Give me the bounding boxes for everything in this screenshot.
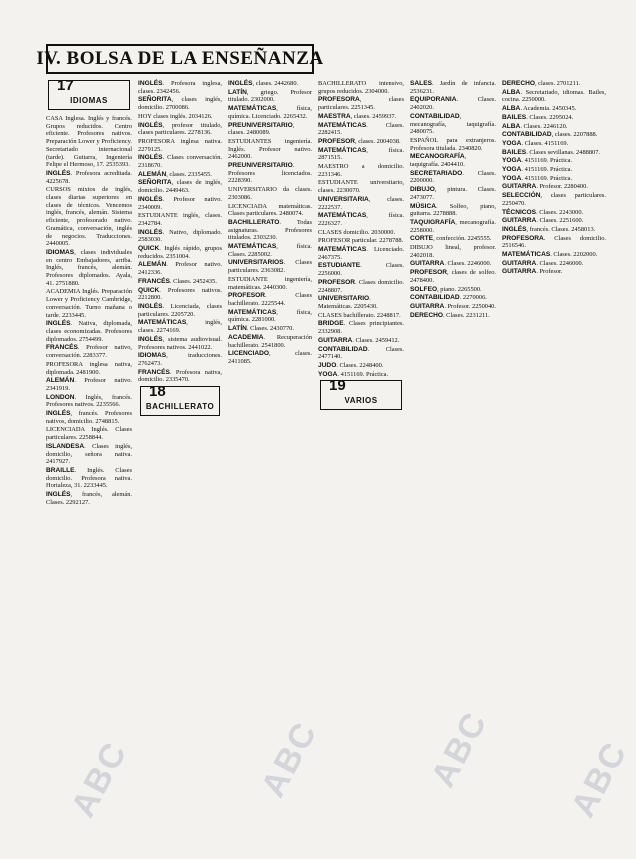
ad-list [318,80,404,378]
column-1 [46,77,132,852]
classified-ad: GUITARRA. Profesor. [502,268,563,276]
section-header-bachillerato [140,383,220,416]
classified-ad: IDIOMAS, clases individuales en centro Embajadores, arriba. Inglés, francés, alemán. Profesores diplomados. Ayala, 41. 2751880. [46,248,132,287]
classified-ad: PROFESORA inglesa nativa, diplomada. 2481900. [46,360,132,376]
classified-ad: TÉCNICOS. Clases. 2243000. [502,208,584,216]
classified-ad: YOGA. 4151169. Práctica. [502,174,573,182]
classified-ad: CONTABILIDAD. Clases. 2477140. [318,345,404,361]
classified-ad: MATEMÁTICAS, física, química. 2281000. [228,308,312,324]
classified-ad: MATEMÁTICAS. Clases. 2202000. [502,251,598,259]
classified-ad: ESTUDIANTE ingeniería, matemáticas. 2440300. [228,275,312,291]
ad-list [46,115,132,506]
classified-ad: JUDO. Clases. 2248400. [318,361,384,369]
classified-ad: INGLÉS, francés. Clases. 2458013. [502,225,596,233]
classified-ad: LATÍN. Clases. 2430770. [228,325,294,333]
section-header-idiomas [48,77,130,110]
classified-ad: PROFESOR, clases. 2004038. [318,137,401,145]
classified-ad: UNIVERSITARIO da clases. 2303086. [228,186,312,201]
classified-ad: ALBA. Clases. 2246120. [502,122,568,130]
classified-ad: MATEMÁTICAS, inglés, clases. 2274169. [138,319,222,335]
classified-ad: YOGA. 4151169. Práctica. [318,370,389,378]
section-label: IDIOMAS [70,96,108,106]
classified-ad: MATEMÁTICAS. Licenciado. 2467375. [318,246,404,261]
classified-ad: ESTUDIANTE. Clases. 2256000. [318,262,404,278]
watermark: ABC [423,705,495,794]
classified-ad: BACHILLERATO. Todas asignaturas. Profesores titulados. 2303230. [228,218,312,242]
ad-list [502,80,606,276]
classified-ad: INGLÉS. Profesora inglesa, clases. 2342456. [138,80,222,95]
classified-ad: TAQUIGRAFÍA, mecanografía. 2258000. [410,218,496,234]
classified-ad: MECANOGRAFÍA, taquigrafía. 2404410. [410,153,467,169]
watermark: ABC [253,715,325,804]
classified-ad: FRANCÉS. Clases. 2452435. [138,277,217,285]
classified-ad: INGLÉS, profesor titulado, clases particulares. 2278136. [138,121,222,137]
classified-ad: INGLÉS. Nativo, diplomado. 2583030. [138,228,222,244]
classified-ad: ALBA. Academia. 2450345. [502,105,577,113]
classified-ad: INGLÉS. Profesora acreditada. 4225678. [46,169,132,185]
ad-list [410,80,496,319]
section-number: 19 [329,377,346,395]
watermark: ABC [563,735,635,824]
classified-ad: INGLÉS. Clases conversación. 2318670. [138,154,222,170]
classified-ad: ALBA. Secretariado, idiomas. Bailes, cocina. 2250000. [502,88,606,104]
classifieds-columns [46,77,606,852]
classified-ad: ESPAÑOL para extranjeros. Profesora titulada. 2340820. [410,136,496,152]
classified-ad: GUITARRA. Clases. 2251600. [502,217,584,225]
classified-ad: BRIDGE. Clases principiantes. 2332908. [318,320,404,336]
classified-ad: SEÑORITA, clases de inglés, domicilio. 2449463. [138,179,222,195]
classified-ad: CASA Inglesa. Inglés y francés. Grupos reducidos. Centro eficiente. Profesores nativos. Preparación Lower y Proficiency. Secretariado internacional (tarde). Guitarra, Ingeniería Felipe el Hermoso, 17. 2535393. [46,115,132,169]
classified-ad: INGLÉS, clases. 2442680. [228,80,299,87]
classified-ad: PREUNIVERSITARIO. Profesores licenciados. 2228390. [228,162,312,185]
ad-list [138,80,222,384]
classified-ad: INGLÉS, francés, alemán. Clases. 2292127. [46,491,132,506]
classified-ad: CORTE, confección. 2245555. [410,235,492,243]
section-number: 17 [57,77,74,94]
column-4 [318,80,404,852]
classified-ad: INGLÉS, sistema audiovisual. Profesores nativos. 2441022. [138,335,222,351]
classified-ad: CLASES domicilio. 2030000. [318,228,396,236]
classified-ad: PROFESORA. Clases domicilio. 2516546. [502,234,606,250]
watermark: ABC [63,735,135,824]
classified-ad: INGLÉS, francés. Profesores nativos, domicilio. 2748815. [46,410,132,425]
classified-ad: YOGA. 4151169. Práctica. [502,157,573,165]
classified-ad: ALEMÁN. Profesor nativo. 2412336. [138,261,222,277]
classified-ad: SECRETARIADO. Clases. 2200000. [410,169,496,185]
classified-ad: UNIVERSITARIOS. Clases particulares. 2363082. [228,259,312,275]
classified-ad: BRAILLE. Inglés. Clases domicilio. Profesora nativa. Hortaleza, 31. 2233445. [46,466,132,490]
classified-ad: DERECHO. Clases. 2231211. [410,311,490,319]
classified-ad: EQUIPORANIA. Clases. 2402020. [410,96,496,112]
classified-ad: LONDON. Inglés, francés. Profesores nativos. 2235566. [46,393,132,409]
classified-ad: CONTABILIDAD. 2270006. [410,294,487,302]
section-number: 18 [149,383,166,401]
classified-ad: LICENCIADO, clases. 2411085. [228,350,312,365]
section-header-varios [320,377,402,410]
classified-ad: MÚSICA. Solfeo, piano, guitarra. 2278888. [410,202,496,218]
classified-ad: ALEMÁN. Profesor nativo. 2341919. [46,377,132,392]
classified-ad: CLASES bachillerato. 2248817. [318,311,401,319]
classified-ad: YOGA. Clases. 4151169. [502,139,569,147]
classified-ad: GUITARRA. Profesor. 2280400. [502,183,588,191]
classified-ad: PROFESORA, clases particulares. 2251345. [318,96,404,112]
ad-list [228,80,312,366]
classified-ad: GUITARRA. Profesor. 2250040. [410,302,496,310]
classified-ad: MATEMÁTICAS, física, química. Licenciado. 2265432. [228,105,312,120]
classified-ad: HOY clases inglés. 2034126. [138,112,213,120]
classified-ad: UNIVERSITARIO. Matemáticas. 2205430. [318,295,378,310]
classified-ad: BAILES. Clases sevillanas. 2488807. [502,148,601,156]
classified-ad: QUICK. Inglés rápido, grupos reducidos. 2351004. [138,245,222,260]
classified-ad: PROFESOR. Clases domicilio. 2248807. [318,278,404,294]
classified-ad: MATEMÁTICAS. Clases. 2282415. [318,121,404,137]
classified-ad: MATEMÁTICAS, física. 2871515. [318,146,404,162]
classified-ad: DIBUJO lineal, profesor. 2402018. [410,244,496,259]
classified-ad: PROFESORA inglesa nativa. 2279125. [138,137,222,153]
classified-ad: ACADEMIA. Recuperación bachillerato. 2541800. [228,333,312,349]
column-2 [138,80,222,852]
classified-ad: PREUNIVERSITARIO, clases. 2480089. [228,121,295,137]
classified-ad: UNIVERSITARIA, clases. 2222537. [318,195,404,211]
classified-ad: CONTABILIDAD, mecanografía, taquigrafía. 2480075. [410,112,496,136]
classified-ad: BAILES. Clases. 2295024. [502,113,574,121]
classified-ad: SELECCIÓN, clases particulares. 2250470. [502,192,606,207]
classified-ad: FRANCÉS. Profesora nativa, domicilio. 2335470. [138,368,222,384]
classified-ad: SOLFEO, piano. 2265500. [410,285,482,293]
classified-ad: INGLÉS. Nativa, diplomada, clases economizadas. Profesores diplomados. 2754499. [46,320,132,343]
classified-ad: IDIOMAS, traducciones. 2762473. [138,352,222,367]
classified-ad: CONTABILIDAD, clases. 2207888. [502,131,598,139]
classified-ad: CURSOS mixtos de inglés, clases diarias superiores en clases de técnicos. Vencemos inglés, francés, alemán. Sistema eficiente, profesorado nativo. Gramática, conversación, inglés de negocios. Traducciones. 2440005. [46,186,132,248]
page-title: IV. BOLSA DE LA ENSEÑANZA [46,44,314,74]
classified-ad: MAESTRO a domicilio. 2231346. [318,163,404,178]
classified-ad: MATEMÁTICAS, física. 2226327. [318,212,404,227]
classified-ad: ESTUDIANTE inglés, clases. 2342784. [138,212,222,227]
classified-ad: MAESTRA, clases. 2459937. [318,112,397,120]
classified-ad: ALEMÁN, clases. 2335455. [138,170,212,178]
classified-ad: GUITARRA. Clases. 2246000. [410,260,492,268]
classified-ad: PROFESOR. Clases bachillerato. 2225544. [228,292,312,307]
classified-ad: MATEMÁTICAS, física. Clases. 2285002. [228,243,312,258]
classified-ad: DIBUJO, pintura. Clases. 2473077. [410,186,496,201]
classified-ad: PROFESOR particular. 2278788. [318,237,404,245]
classified-ad: BACHILLERATO intensivo, grupos reducidos. 2304000. [318,80,404,95]
classified-ad: ACADEMIA Inglés. Preparación Lower y Proficiency Cambridge, conversación. Turno mañana o tarde. 2233445. [46,288,132,319]
classified-ad: INGLÉS. Licenciada, clases particulares. 2205720. [138,302,222,318]
classified-ad: LICENCIADA Inglés. Clases particulares. 2258844. [46,426,132,442]
classified-ad: YOGA. 4151169. Práctica. [502,166,573,174]
classified-ad: GUITARRA. Clases. 2459412. [318,336,400,344]
classified-ad: INGLÉS. Profesor nativo. 2340009. [138,195,222,211]
classified-ad: SALES. Jardín de infancia. 2536231. [410,80,496,95]
classified-ad: ISLANDESA. Clases inglés, domicilio, señora nativa. 2417927. [46,442,132,466]
section-label: BACHILLERATO [145,402,215,412]
section-label: VARIOS [344,396,378,406]
classified-ad: LICENCIADA matemáticas. Clases particulares. 2480074. [228,202,312,218]
classified-ad: QUICK. Profesores nativos. 2212800. [138,286,222,302]
classified-ad: FRANCÉS. Profesor nativo, conversación. 2283377. [46,344,132,360]
column-6 [502,80,606,852]
classified-ad: GUITARRA. Clases. 2246000. [502,259,584,267]
classified-ad: DERECHO, clases. 2701211. [502,80,581,87]
classified-ad: ESTUDIANTES ingeniería. Inglés. Profesor nativo. 2462000. [228,137,312,161]
classified-ad: ESTUDIANTE universitario, clases. 2230070. [318,179,404,195]
classified-ad: LATÍN, griego. Profesor titulado. 2302000. [228,88,312,104]
classified-ad: PROFESOR, clases de solfeo. 2478400. [410,269,496,284]
classified-ad: SEÑORITA, clases inglés, domicilio. 2700086. [138,96,222,112]
